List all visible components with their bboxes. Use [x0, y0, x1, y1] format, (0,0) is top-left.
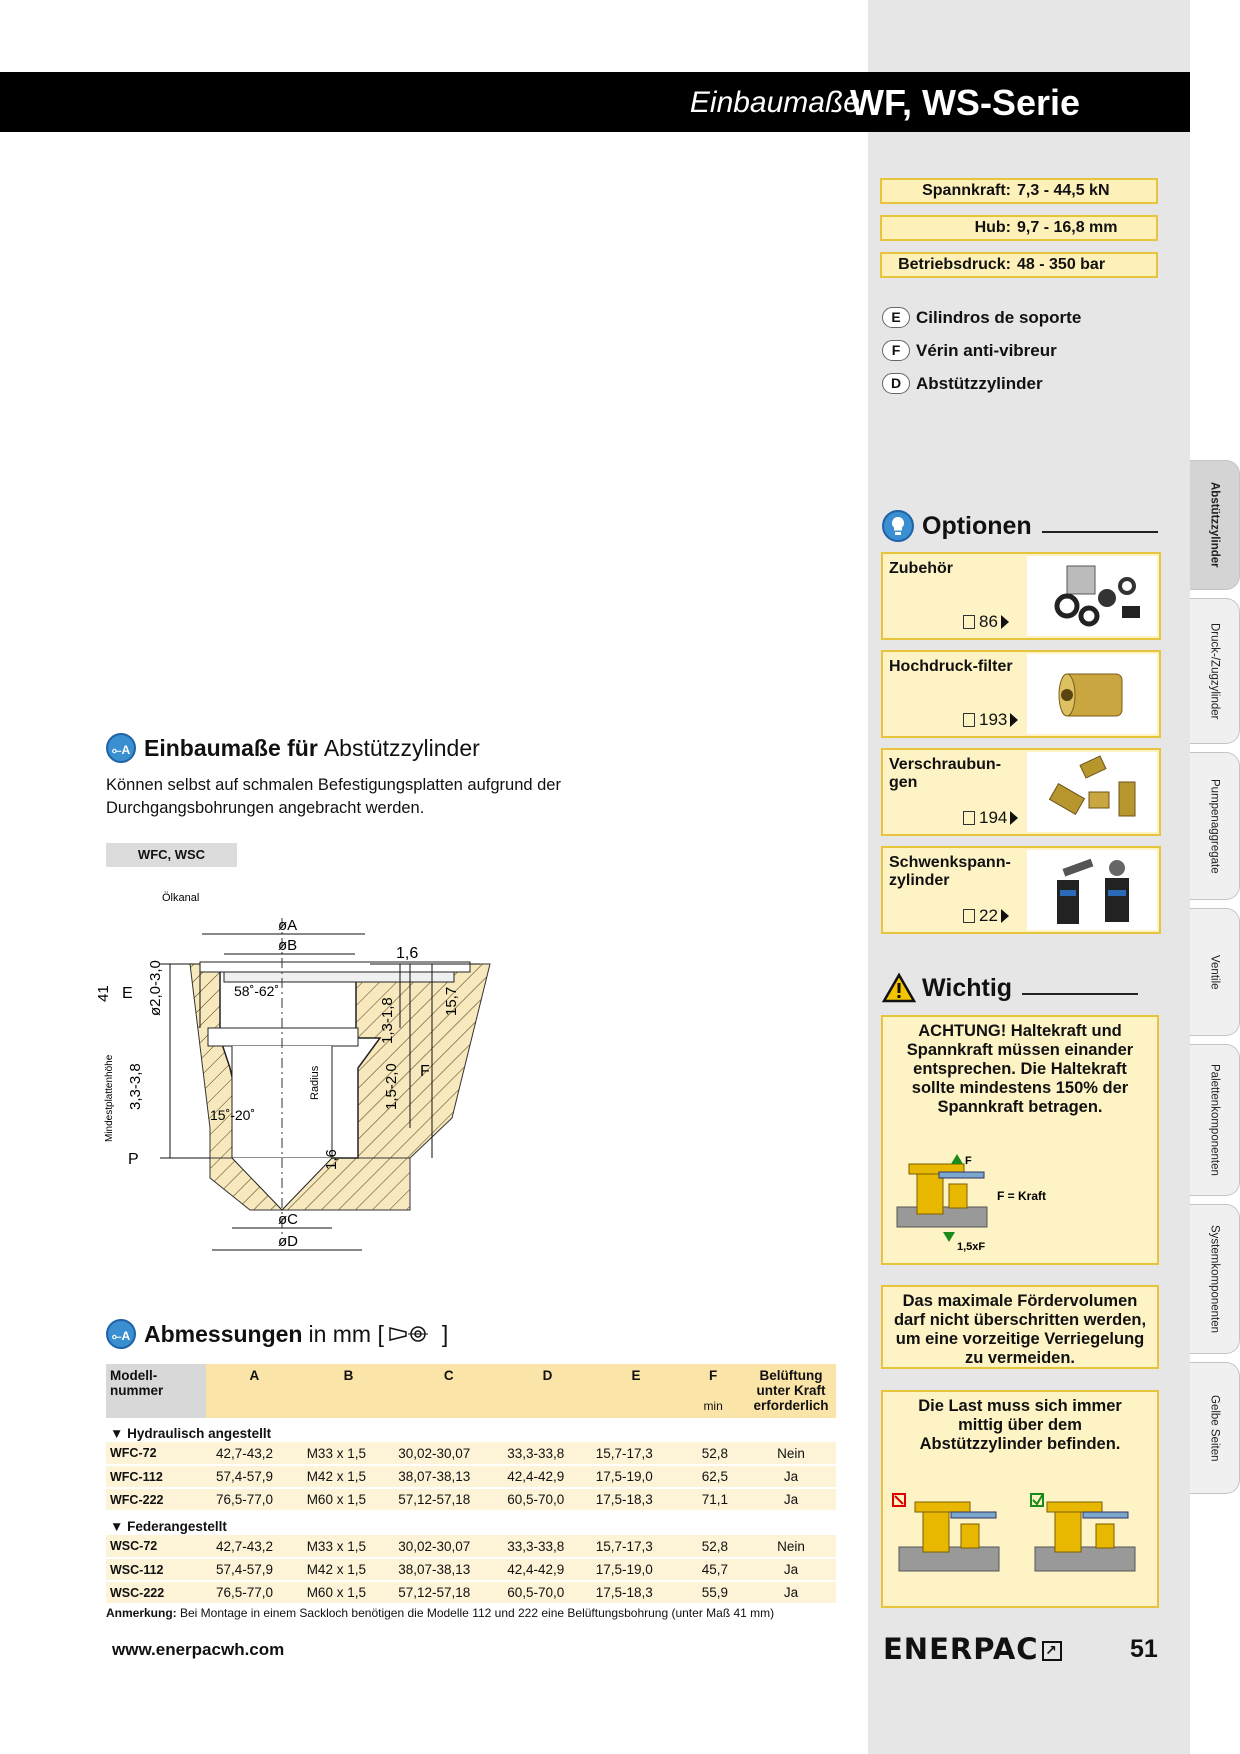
label-da: øA — [278, 917, 298, 934]
table-cell: 15,7-17,3 — [592, 1442, 681, 1465]
label-d2030: ø2,0-3,0 — [147, 960, 164, 1016]
center-load-diagram — [891, 1492, 1151, 1602]
table-cell: 15,7-17,3 — [592, 1535, 681, 1558]
spec-spannkraft: Spannkraft: 7,3 - 44,5 kN — [880, 178, 1158, 204]
tab-abstuetzzylinder[interactable]: Abstützzylinder — [1190, 460, 1240, 590]
force-f-label: F — [965, 1155, 972, 1167]
table-cell: 42,7-43,2 — [206, 1535, 303, 1558]
table-cell: Ja — [746, 1558, 836, 1581]
table-cell: 57,12-57,18 — [394, 1488, 503, 1511]
table-cell: 55,9 — [680, 1581, 746, 1604]
tab-gelbe-seiten[interactable]: Gelbe Seiten — [1190, 1362, 1240, 1494]
section-abmessungen-title: ⟜A Abmessungen in mm [ ] — [106, 1319, 448, 1349]
optionen-title: Optionen — [882, 510, 1158, 542]
option-verschraubungen[interactable]: Verschraubun-gen 194 — [881, 748, 1161, 836]
force-diagram — [889, 1152, 1089, 1262]
table-cell: 57,4-57,9 — [206, 1558, 303, 1581]
label-16-top: 1,6 — [396, 945, 419, 962]
table-row — [106, 1442, 836, 1465]
model-label: WFC, WSC — [106, 843, 237, 867]
arrow-right-icon — [1010, 713, 1018, 727]
zubehoer-image — [1027, 556, 1157, 636]
table-cell: 57,12-57,18 — [394, 1581, 503, 1604]
tab-druck-zugzylinder[interactable]: Druck-/Zugzylinder — [1190, 598, 1240, 744]
table-row — [106, 1558, 836, 1581]
force-hold-label: 1,5xF — [957, 1241, 986, 1253]
table-cell: Nein — [746, 1442, 836, 1465]
group-label: ▼ Hydraulisch angestellt — [106, 1418, 836, 1442]
header-f: F min — [680, 1364, 746, 1418]
label-e: E — [122, 985, 133, 1002]
lang-d: D Abstützzylinder — [882, 373, 1043, 394]
table-cell: 52,8 — [680, 1442, 746, 1465]
model-cell: WSC-112 — [106, 1558, 206, 1581]
page-ref-icon — [963, 811, 975, 825]
wichtig-box-3: Die Last muss sich immer mittig über dem Abstützzylinder befinden. — [881, 1390, 1159, 1608]
enerpac-logo: ENERPAC ↗ — [883, 1632, 1062, 1666]
table-cell: M60 x 1,5 — [303, 1581, 395, 1604]
force-eq-label: F = Kraft — [997, 1189, 1047, 1203]
label-dc: øC — [278, 1211, 298, 1228]
table-cell: M42 x 1,5 — [303, 1465, 395, 1488]
header-c: C — [394, 1364, 503, 1418]
footer-url[interactable]: www.enerpacwh.com — [112, 1640, 285, 1659]
table-cell: 17,5-18,3 — [592, 1488, 681, 1511]
dimensions-table — [106, 1364, 836, 1605]
label-angle-15: 15˚-20˚ — [210, 1107, 256, 1123]
header-belueftung: Belüftung unter Kraft erforderlich — [746, 1364, 836, 1418]
table-cell: Ja — [746, 1581, 836, 1604]
ruler-icon: ⟜A — [106, 1319, 136, 1349]
table-cell: 76,5-77,0 — [206, 1581, 303, 1604]
header-subtitle: Einbaumaße — [689, 86, 860, 119]
tab-pumpenaggregate[interactable]: Pumpenaggregate — [1190, 752, 1240, 900]
spec-hub: Hub: 9,7 - 16,8 mm — [880, 215, 1158, 241]
option-zubehoer[interactable]: Zubehör 86 — [881, 552, 1161, 640]
table-cell: Ja — [746, 1465, 836, 1488]
label-dd: øD — [278, 1233, 298, 1250]
group-label: ▼ Federangestellt — [106, 1511, 836, 1535]
min-label: min — [703, 1399, 723, 1413]
label-oelkanal: Ölkanal — [162, 892, 200, 904]
label-angle-58: 58˚-62˚ — [234, 983, 280, 999]
table-cell: 17,5-18,3 — [592, 1581, 681, 1604]
header-d: D — [503, 1364, 592, 1418]
model-cell: WFC-72 — [106, 1442, 206, 1465]
label-157: 15,7 — [443, 986, 460, 1016]
table-cell: Nein — [746, 1535, 836, 1558]
projection-symbol-icon — [388, 1324, 432, 1344]
option-schwenkspannzylinder[interactable]: Schwenkspann-zylinder 22 — [881, 846, 1161, 934]
lang-f: F Vérin anti-vibreur — [882, 340, 1057, 361]
table-cell: 57,4-57,9 — [206, 1465, 303, 1488]
label-1520: 1,5-2,0 — [383, 1063, 400, 1110]
page-ref-icon — [963, 909, 975, 923]
model-cell: WFC-112 — [106, 1465, 206, 1488]
table-cell: Ja — [746, 1488, 836, 1511]
table-cell: 17,5-19,0 — [592, 1558, 681, 1581]
label-f: F — [420, 1063, 430, 1080]
spec-betriebsdruck: Betriebsdruck: 48 - 350 bar — [880, 252, 1158, 278]
model-cell: WFC-222 — [106, 1488, 206, 1511]
header-b: B — [303, 1364, 395, 1418]
table-cell: 42,7-43,2 — [206, 1442, 303, 1465]
table-cell: 38,07-38,13 — [394, 1558, 503, 1581]
table-cell: 62,5 — [680, 1465, 746, 1488]
table-cell: 60,5-70,0 — [503, 1581, 592, 1604]
option-hochdruckfilter[interactable]: Hochdruck-filter 193 — [881, 650, 1161, 738]
table-row — [106, 1581, 836, 1604]
ruler-icon: ⟜A — [106, 733, 136, 763]
table-cell: 42,4-42,9 — [503, 1558, 592, 1581]
page-ref-icon — [963, 713, 975, 727]
header-e: E — [592, 1364, 681, 1418]
table-note: Anmerkung: Bei Montage in einem Sackloch benötigen die Modelle 112 und 222 eine Belüftungsbohrung (unter Maß 41 mm) — [106, 1606, 775, 1620]
section-einbaumasse-title: ⟜A Einbaumaße für Abstützzylinder — [106, 733, 480, 763]
table-cell: 38,07-38,13 — [394, 1465, 503, 1488]
table-cell: 71,1 — [680, 1488, 746, 1511]
model-cell: WSC-222 — [106, 1581, 206, 1604]
arrow-right-icon — [1010, 811, 1018, 825]
lang-e: E Cilindros de soporte — [882, 307, 1081, 328]
page-number: 51 — [1130, 1635, 1158, 1663]
label-radius: Radius — [309, 1065, 321, 1100]
label-mindest: Mindestplattenhöhe — [104, 1054, 115, 1142]
table-cell: M33 x 1,5 — [303, 1442, 395, 1465]
tab-palettenkomponenten[interactable]: Palettenkomponenten — [1190, 1044, 1240, 1196]
installation-drawing — [95, 888, 520, 1276]
arrow-right-icon — [1001, 909, 1009, 923]
table-row — [106, 1488, 836, 1511]
table-cell: M60 x 1,5 — [303, 1488, 395, 1511]
page-header — [0, 72, 1190, 132]
label-3338: 3,3-3,8 — [127, 1063, 144, 1110]
table-cell: 30,02-30,07 — [394, 1535, 503, 1558]
wichtig-box-1: ACHTUNG! Haltekraft und Spannkraft müssen einander entsprechen. Die Haltekraft sollte mindestens 150% der Spannkraft betragen. F F = Kraft 1,5xF — [881, 1015, 1159, 1265]
intro-text: Können selbst auf schmalen Befestigungsplatten aufgrund der Durchgangsbohrungen angebracht werden. — [106, 776, 561, 817]
logo-mark-icon: ↗ — [1042, 1641, 1062, 1661]
hochdruckfilter-image — [1027, 654, 1157, 734]
label-p: P — [128, 1151, 139, 1168]
header-a: A — [206, 1364, 303, 1418]
page-ref-icon — [963, 615, 975, 629]
table-row — [106, 1535, 836, 1558]
wichtig-box-2: Das maximale Fördervolumen darf nicht überschritten werden, um eine vorzeitige Verriegelung zu vermeiden. — [881, 1285, 1159, 1369]
label-1318: 1,3-1,8 — [379, 997, 396, 1044]
table-body — [106, 1418, 836, 1604]
label-db: øB — [278, 937, 298, 954]
lightbulb-icon — [882, 510, 914, 542]
table-cell: 30,02-30,07 — [394, 1442, 503, 1465]
tab-systemkomponenten[interactable]: Systemkomponenten — [1190, 1204, 1240, 1354]
wichtig-title: Wichtig — [882, 973, 1138, 1003]
table-cell: 42,4-42,9 — [503, 1465, 592, 1488]
label-16-bottom: 1,6 — [323, 1149, 340, 1170]
table-cell: 33,3-33,8 — [503, 1442, 592, 1465]
table-cell: 60,5-70,0 — [503, 1488, 592, 1511]
table-cell: 76,5-77,0 — [206, 1488, 303, 1511]
schwenkspannzylinder-image — [1027, 850, 1157, 930]
header-title: WF, WS-Serie — [849, 82, 1080, 123]
verschraubungen-image — [1027, 752, 1157, 832]
table-group-row — [106, 1418, 836, 1442]
table-row — [106, 1465, 836, 1488]
table-group-row — [106, 1511, 836, 1535]
model-cell: WSC-72 — [106, 1535, 206, 1558]
table-cell: 52,8 — [680, 1535, 746, 1558]
table-cell: M42 x 1,5 — [303, 1558, 395, 1581]
table-cell: 17,5-19,0 — [592, 1465, 681, 1488]
table-cell: M33 x 1,5 — [303, 1535, 395, 1558]
label-41: 41 — [95, 985, 112, 1002]
table-cell: 45,7 — [680, 1558, 746, 1581]
warning-icon — [882, 973, 916, 1003]
tab-ventile[interactable]: Ventile — [1190, 908, 1240, 1036]
table-cell: 33,3-33,8 — [503, 1535, 592, 1558]
header-model: Modell-nummer — [106, 1364, 206, 1418]
arrow-right-icon — [1001, 615, 1009, 629]
